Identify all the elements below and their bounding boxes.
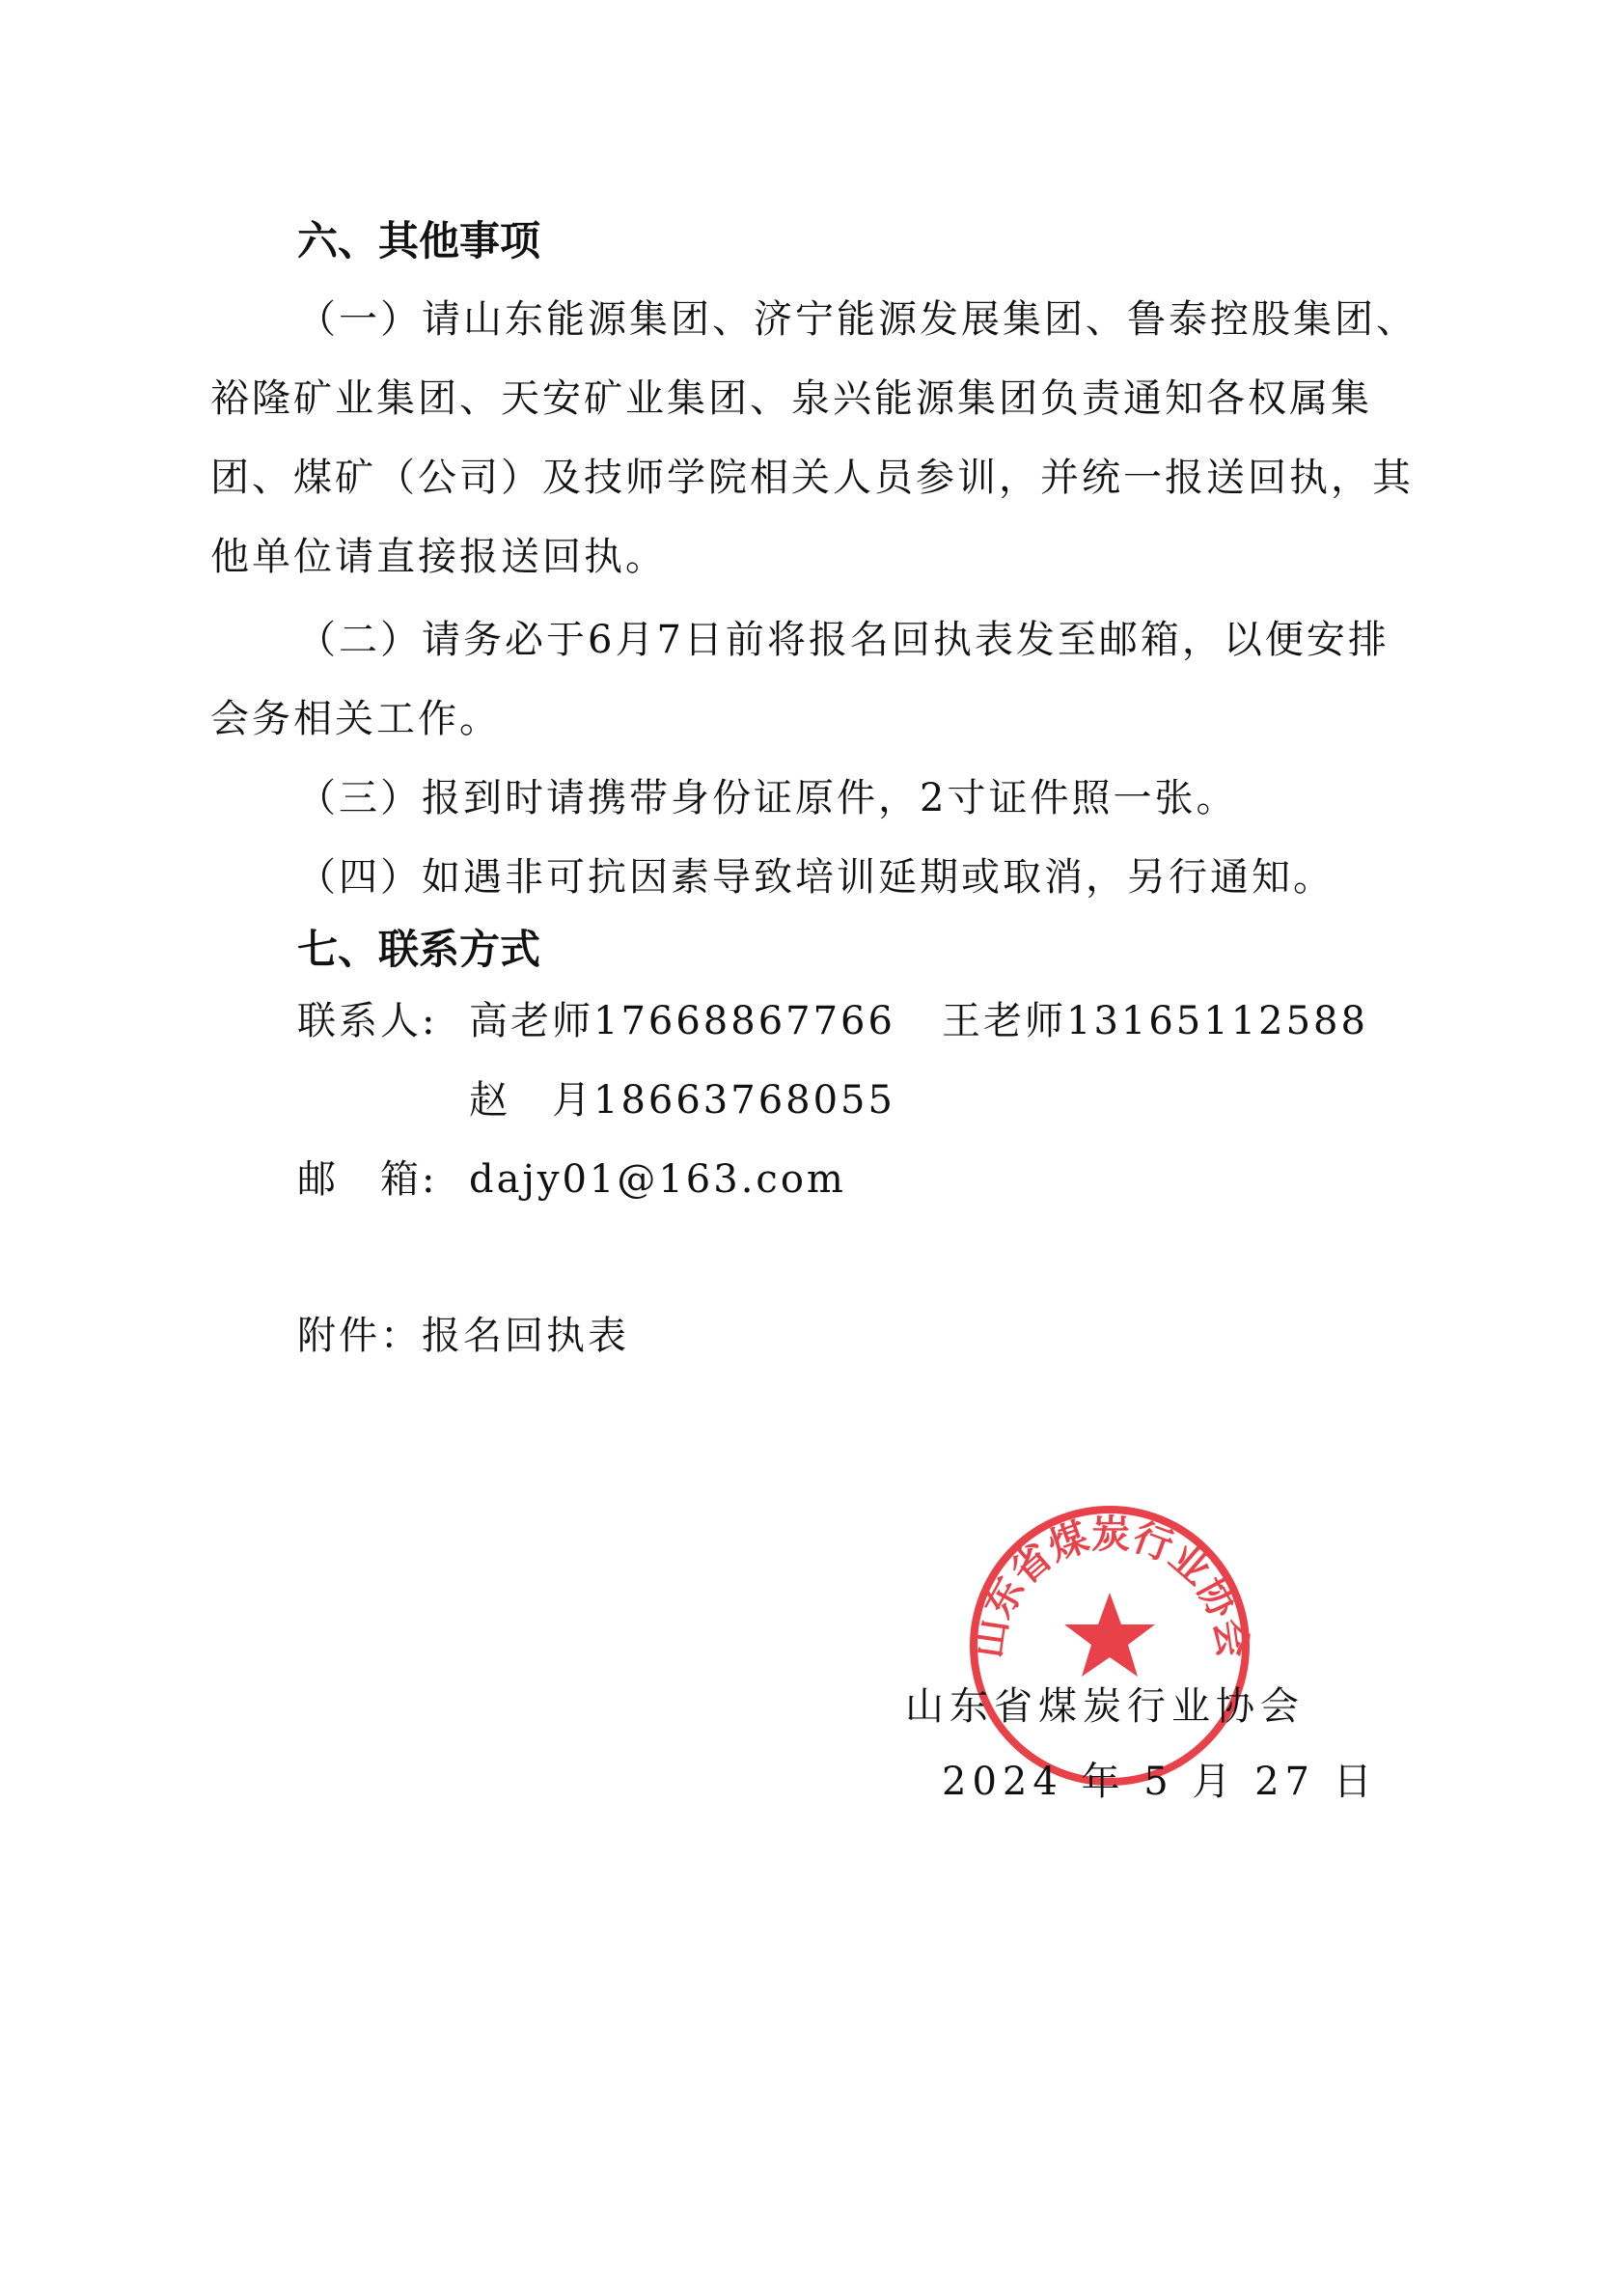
signature-org: 山东省煤炭行业协会 xyxy=(905,1684,1305,1729)
email-label: 邮 箱: xyxy=(297,1157,438,1202)
seal-star-icon xyxy=(1064,1593,1155,1677)
section6-item-2: （二）请务必于6月7日前将报名回执表发至邮箱，以便安排会务相关工作。 xyxy=(210,618,1390,741)
attachment-note: 附件：报名回执表 xyxy=(297,1314,629,1358)
section6-heading: 六、其他事项 xyxy=(297,217,541,264)
section6-item-4: （四）如遇非可抗因素导致培训延期或取消，另行通知。 xyxy=(297,855,1335,900)
email-address: dajy01@163.com xyxy=(469,1157,846,1202)
official-seal xyxy=(965,1501,1254,1790)
contact-zhao: 赵 月18663768055 xyxy=(469,1078,895,1123)
contact-gao: 高老师17668867766 xyxy=(469,999,895,1043)
section6-item-1: （一）请山东能源集团、济宁能源发展集团、鲁泰控股集团、裕隆矿业集团、天安矿业集团、泉兴能源集团负责通知各权属集团、煤矿（公司）及技师学院相关人员参训，并统一报送回执，其他单位请直接报送回执。 xyxy=(210,297,1418,579)
contact-wang: 王老师13165112588 xyxy=(942,999,1368,1043)
contact-label: 联系人: xyxy=(297,999,438,1043)
signature-date: 2024 年 5 月 27 日 xyxy=(942,1760,1378,1804)
section6-item-3: （三）报到时请携带身份证原件，2寸证件照一张。 xyxy=(297,776,1238,820)
seal-text: 山东省煤炭行业协会 xyxy=(966,1513,1254,1661)
section7-heading: 七、联系方式 xyxy=(297,926,541,973)
